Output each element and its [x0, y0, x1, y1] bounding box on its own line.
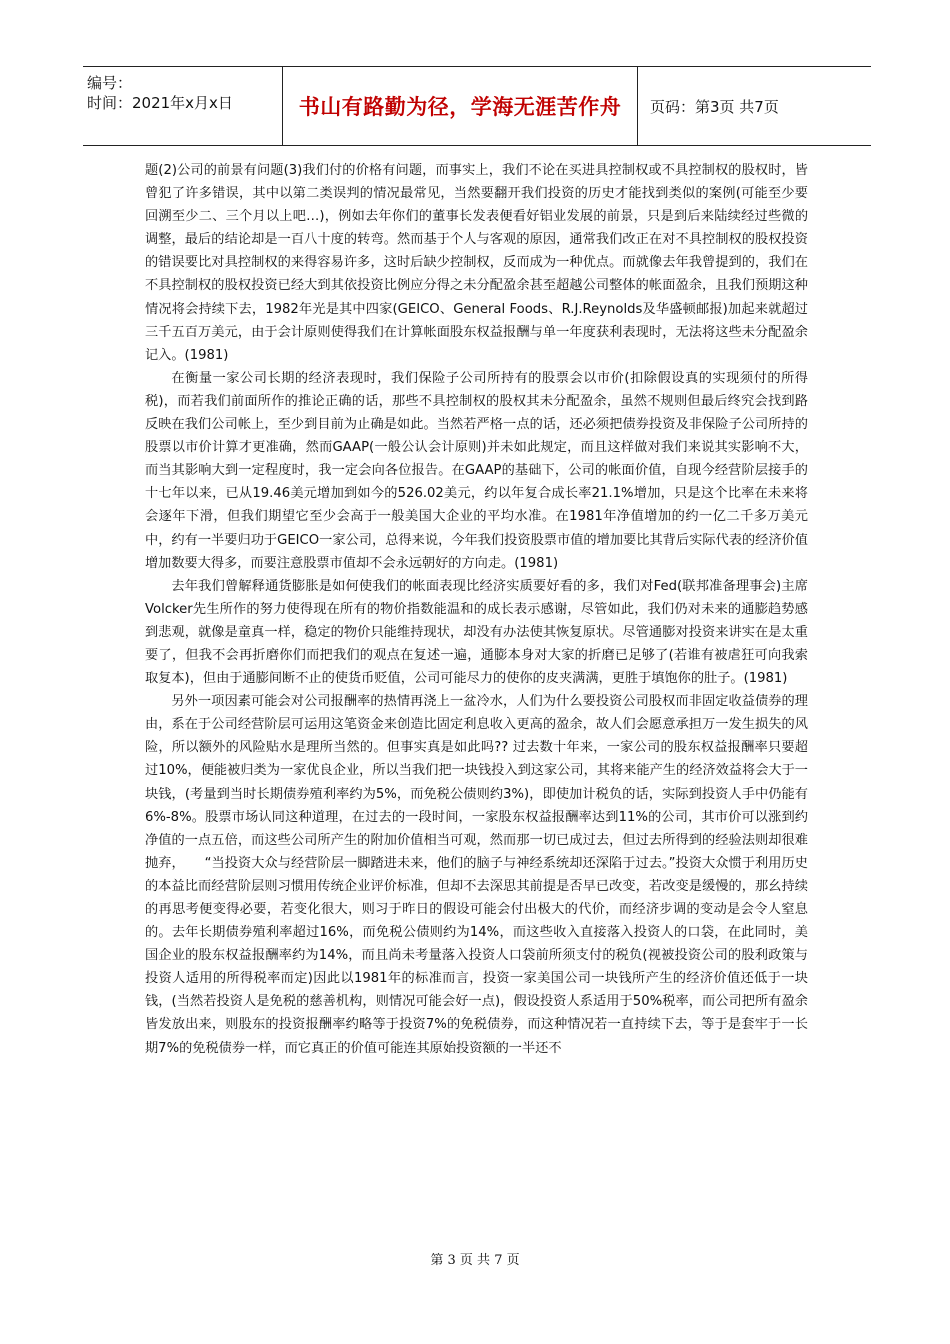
document-number-label: 编号：	[87, 74, 133, 92]
paragraph: 去年我们曾解释通货膨胀是如何使我们的帐面表现比经济实质要好看的多，我们对Fed(联邦准备理事会)主席Volcker先生所作的努力使得现在所有的物价指数能温和的成长表示感谢，尽管如此，我们仍对未来的通膨趋势感到悲观，就像是童真一样，稳定的物价只能维持现状，却没有办法使其恢复原状。尽管通膨对投资来讲实在是太重要了，但我不会再折磨你们而把我们的观点在复述一遍，通膨本身对大家的折磨已足够了(若谁有被虐狂可向我索取复本)，但由于通膨间断不止的使货币贬值，公司可能尽力的使你的皮夹满满，更胜于填饱你的肚子。(1981)	[145, 578, 808, 687]
paragraph: 另外一项因素可能会对公司报酬率的热情再浇上一盆冷水，人们为什么要投资公司股权而非固定收益债券的理由，系在于公司经营阶层可运用这笔资金来创造比固定利息收入更高的盈余，故人们会愿意承担万一发生损失的风险，所以额外的风险贴水是理所当然的。但事实真是如此吗?? 过去数十年来，一家公司的股东权益报酬率只要超过10%，便能被归类为一家优良企业，所以当我们把一块钱投入到这家公司，其将来能产生的经济效益将会大于一块钱，(考量到当时长期债券殖利率约为5%，而免税公债则约3%)，即使加计税负的话，实际到投资人手中仍能有6%-8%。股票市场认同这种道理，在过去的一段时间，一家股东权益报酬率达到11%的公司，其市价可以涨到约净值的一点五倍，而这些公司所产生的附加价值相当可观，然而那一切已成过去，但过去所得到的经验法则却很难抛弃， “当投资大众与经营阶层一脚踏进未来，他们的脑子与神经系统却还深陷于过去。”投资大众惯于利用历史的本益比而经营阶层则习惯用传统企业评价标准，但却不去深思其前提是否早已改变，若改变是缓慢的，那幺持续的再思考便变得必要，若变化很大，则习于昨日的假设可能会付出极大的代价，而经济步调的变动是会令人窒息的。去年长期债券殖利率超过16%，而免税公债则约为14%，而这些收入直接落入投资人的口袋，在此同时，美国企业的股东权益报酬率约为14%，而且尚未考量落入投资人口袋前所须支付的税负(视被投资公司的股利政策与投资人适用的所得税率而定)因此以1981年的标准而言，投资一家美国公司一块钱所产生的经济价值还低于一块钱，(当然若投资人是免税的慈善机构，则情况可能会好一点)，假设投资人系适用于50%税率，而公司把所有盈余皆发放出来，则股东的投资报酬率约略等于投资7%的免税债券，而这种情况若一直持续下去，等于是套牢于一长期7%的免税债券一样，而它真正的价值可能连其原始投资额的一半还不	[145, 694, 808, 1056]
header-motto: 书山有路勤为径，学海无涯苦作舟	[283, 67, 638, 145]
document-body	[145, 159, 808, 1060]
page-header	[83, 66, 871, 146]
header-page-info: 页码：第3页 共7页	[650, 97, 779, 116]
header-meta	[83, 67, 283, 145]
page-footer: 第 3 页 共 7 页	[430, 1253, 520, 1268]
paragraph: 在衡量一家公司长期的经济表现时，我们保险子公司所持有的股票会以市价(扣除假设真的实现须付的所得税)，而若我们前面所作的推论正确的话，那些不具控制权的股权其未分配盈余，虽然不规则但最后终究会找到路反映在我们公司帐上，至少到目前为止确是如此。当然若严格一点的话，还必须把债券投资及非保险子公司所持的股票以市价计算才更准确，然而GAAP(一般公认会计原则)并未如此规定，而且这样做对我们来说其实影响不大，而当其影响大到一定程度时，我一定会向各位报告。在GAAP的基础下，公司的帐面价值，自现今经营阶层接手的十七年以来，已从19.46美元增加到如今的526.02美元，约以年复合成长率21.1%增加，只是这个比率在未来将会逐年下滑，但我们期望它至少会高于一般美国大企业的平均水准。在1981年净值增加的约一亿二千多万美元中，约有一半要归功于GEICO一家公司，总得来说，今年我们投资股票市值的增加要比其背后实际代表的经济价值增加数要大得多，而要注意股票市值却不会永远朝好的方向走。(1981)	[145, 370, 808, 571]
paragraph: 题(2)公司的前景有问题(3)我们付的价格有问题，而事实上，我们不论在买进具控制权或不具控制权的股权时，皆曾犯了许多错误，其中以第二类误判的情况最常见，当然要翻开我们投资的历史才能找到类似的案例(可能至少要回溯至少二、三个月以上吧…)，例如去年你们的董事长发表便看好铝业发展的前景，只是到后来陆续经过些微的调整，最后的结论却是一百八十度的转弯。然而基于个人与客观的原因，通常我们改正在对不具控制权的股权投资的错误要比对具控制权的来得容易许多，这时后缺少控制权，反而成为一种优点。而就像去年我曾提到的，我们在不具控制权的股权投资已经大到其依投资比例应分得之未分配盈余甚至超越公司整体的帐面盈余，且我们预期这种情况将会持续下去，1982年光是其中四家(GEICO、General Foods、R.J.Reynolds及华盛顿邮报)加起来就超过三千五百万美元，由于会计原则使得我们在计算帐面股东权益报酬与单一年度获利表现时，无法将这些未分配盈余记入。(1981)	[145, 163, 808, 363]
document-time-label: 时间：2021年x月x日	[87, 94, 233, 112]
